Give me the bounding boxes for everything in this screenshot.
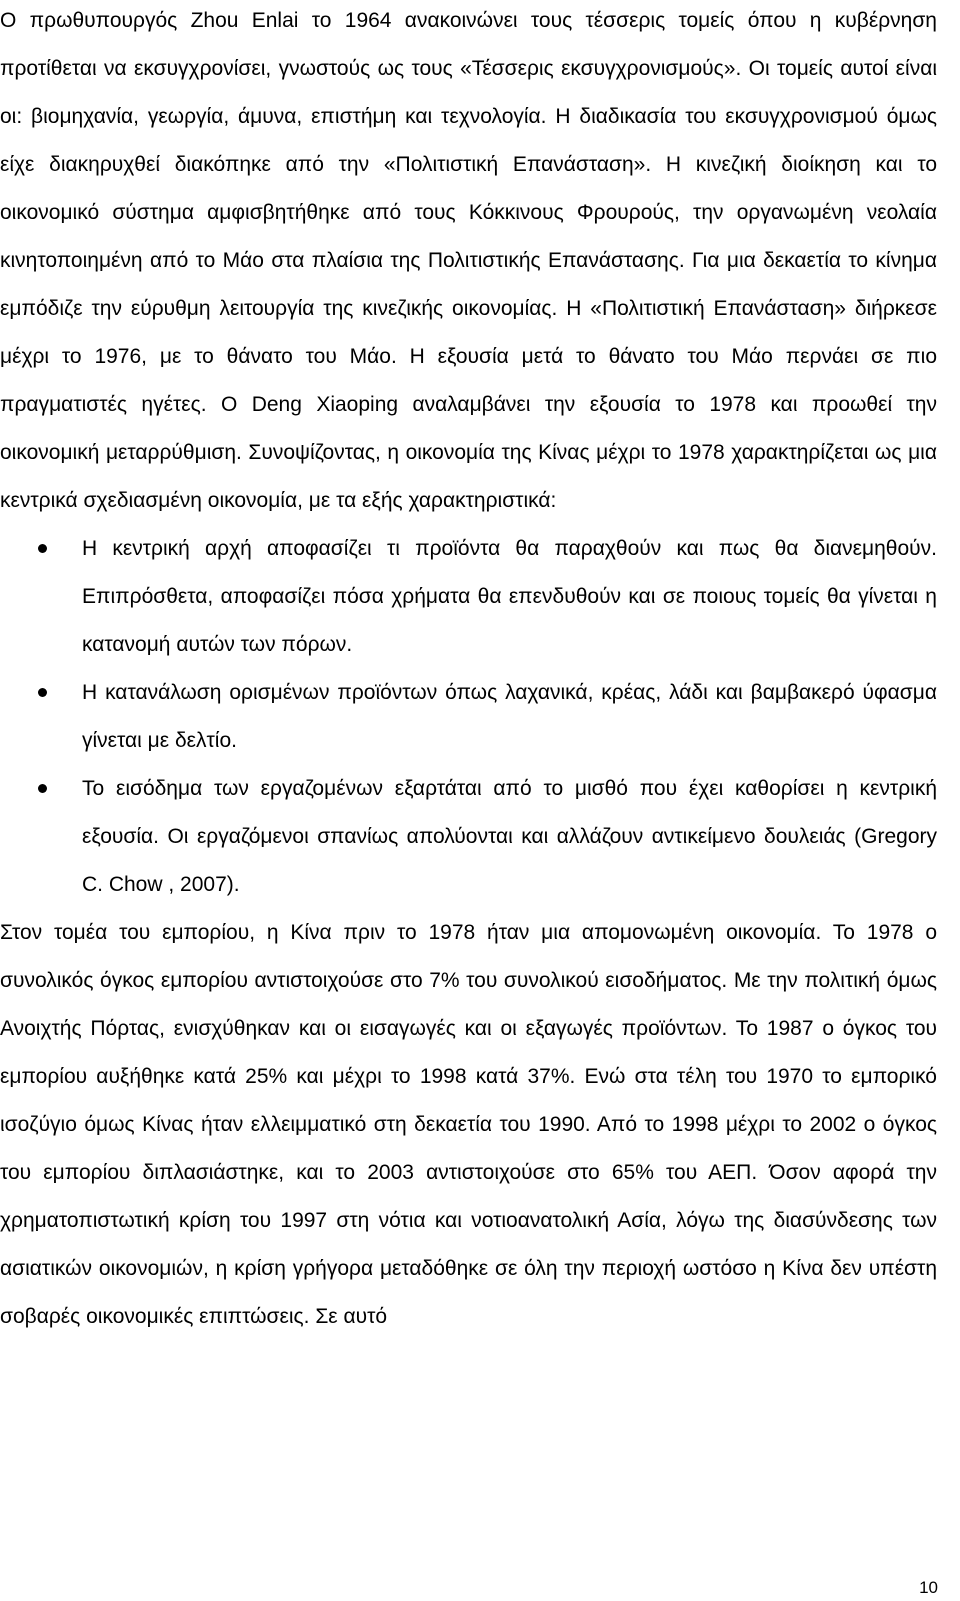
characteristics-list — [0, 525, 937, 909]
bullet-icon — [38, 688, 47, 697]
list-item-text: Το εισόδημα των εργαζομένων εξαρτάται από το μισθό που έχει καθορίσει η κεντρική εξουσία. Οι εργαζόμενοι σπανίως απολύονται και αλλάζουν αντικείμενο δουλειάς (Gregory C. Chow , 2007). — [82, 777, 937, 896]
bullet-icon — [38, 544, 47, 553]
list-item-text: Η κεντρική αρχή αποφασίζει τι προϊόντα θα παραχθούν και πως θα διανεμηθούν. Επιπρόσθετα, αποφασίζει πόσα χρήματα θα επενδυθούν και σε ποιους τομείς θα γίνεται η κατανομή αυτών των πόρων. — [82, 537, 937, 656]
list-item — [0, 669, 937, 765]
bullet-icon — [38, 784, 47, 793]
paragraph-trade: Στον τομέα του εμπορίου, η Κίνα πριν το 1978 ήταν μια απομονωμένη οικονομία. Το 1978 ο συνολικός όγκος εμπορίου αντιστοιχούσε στο 7% του συνολικού εισοδήματος. Με την πολιτική όμως Ανοιχτής Πόρτας, ενισχύθηκαν και οι εισαγωγές και οι εξαγωγές προϊόντων. Το 1987 ο όγκος του εμπορίου αυξήθηκε κατά 25% και μέχρι το 1998 κατά 37%. Ενώ στα τέλη του 1970 το εμπορικό ισοζύγιο όμως Κίνας ήταν ελλειμματικό στη δεκαετία του 1990. Από το 1998 μέχρι το 2002 ο όγκος του εμπορίου διπλασιάστηκε, και το 2003 αντιστοιχούσε στο 65% του ΑΕΠ. Όσον αφορά την χρηματοπιστωτική κρίση του 1997 στη νότια και νοτιοανατολική Ασία, λόγω της διασύνδεσης των ασιατικών οικονομιών, η κρίση γρήγορα μεταδόθηκε σε όλη την περιοχή ωστόσο η Κίνα δεν υπέστη σοβαρές οικονομικές επιπτώσεις. Σε αυτό — [0, 921, 937, 1328]
list-item — [0, 765, 937, 909]
page-number: 10 — [919, 1578, 938, 1597]
paragraph-modernizations: Ο πρωθυπουργός Zhou Enlai το 1964 ανακοινώνει τους τέσσερις τομείς όπου η κυβέρνηση προτίθεται να εκσυγχρονίσει, γνωστούς ως τους «Τέσσερις εκσυγχρονισμούς». Οι τομείς αυτοί είναι οι: βιομηχανία, γεωργία, άμυνα, επιστήμη και τεχνολογία. Η διαδικασία του εκσυγχρονισμού όμως είχε διακηρυχθεί διακόπηκε από την «Πολιτιστική Επανάσταση». Η κινεζική διοίκηση και το οικονομικό σύστημα αμφισβητήθηκε από τους Κόκκινους Φρουρούς, την οργανωμένη νεολαία κινητοποιημένη από το Μάο στα πλαίσια της Πολιτιστικής Επανάστασης. Για μια δεκαετία το κίνημα εμπόδιζε την εύρυθμη λειτουργία της κινεζικής οικονομίας. Η «Πολιτιστική Επανάσταση» διήρκεσε μέχρι το 1976, με το θάνατο του Μάο. Η εξουσία μετά το θάνατο του Μάο περνάει σε πιο πραγματιστές ηγέτες. Ο Deng Xiaoping αναλαμβάνει την εξουσία το 1978 και προωθεί την οικονομική μεταρρύθμιση. Συνοψίζοντας, η οικονομία της Κίνας μέχρι το 1978 χαρακτηρίζεται ως μια κεντρικά σχεδιασμένη οικονομία, με τα εξής χαρακτηριστικά: — [0, 9, 937, 512]
list-item — [0, 525, 937, 669]
list-item-text: Η κατανάλωση ορισμένων προϊόντων όπως λαχανικά, κρέας, λάδι και βαμβακερό ύφασμα γίνεται με δελτίο. — [82, 681, 937, 752]
